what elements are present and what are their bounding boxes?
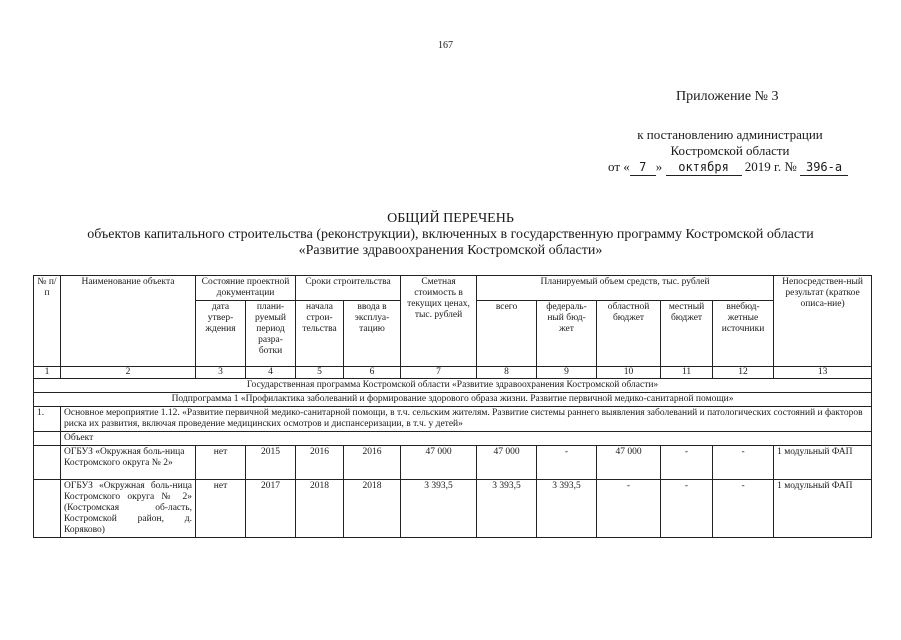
funds-federal: 3 393,5 — [537, 480, 597, 538]
header-docs-date: дата утвер-ждения — [196, 301, 246, 367]
activity-number: 1. — [34, 407, 61, 432]
header-result: Непосредствен-ный результат (краткое описа-ние) — [774, 276, 872, 367]
decree-date-prefix: от « — [608, 159, 630, 174]
col-number: 13 — [774, 367, 872, 379]
object-label: Объект — [61, 432, 872, 446]
header-row-1 — [34, 276, 872, 301]
funds-extra: - — [713, 446, 774, 480]
funds-extra: - — [713, 480, 774, 538]
col-number: 4 — [246, 367, 296, 379]
header-terms-commission: ввода в эксплуа-тацию — [344, 301, 401, 367]
build-commission: 2018 — [344, 480, 401, 538]
col-number: 6 — [344, 367, 401, 379]
docs-date: нет — [196, 446, 246, 480]
subprogram-title: Подпрограмма 1 «Профилактика заболеваний и формирование здорового образа жизни. Развитие первичной медико-санитарной помощи» — [34, 393, 872, 407]
header-funds-local: местный бюджет — [661, 301, 713, 367]
decree-day: 7 — [630, 159, 656, 176]
funds-local: - — [661, 446, 713, 480]
empty-cell — [34, 480, 61, 538]
decree-line-2: Костромской области — [670, 143, 790, 158]
header-funds: Планируемый объем средств, тыс. рублей — [477, 276, 774, 301]
header-cost: Сметная стоимость в текущих ценах, тыс. рублей — [401, 276, 477, 367]
estimated-cost: 3 393,5 — [401, 480, 477, 538]
header-num: № п/п — [34, 276, 61, 367]
empty-cell — [34, 432, 61, 446]
col-number: 10 — [597, 367, 661, 379]
col-number: 8 — [477, 367, 537, 379]
header-funds-total: всего — [477, 301, 537, 367]
object-name: ОГБУЗ «Окружная боль-ница Костромского округа № 2» — [61, 446, 196, 480]
object-name: ОГБУЗ «Окружная боль-ница Костромского округа № 2» (Костромская об-ласть, Костромской район, д. Коряково) — [61, 480, 196, 538]
program-title: Государственная программа Костромской области «Развитие здравоохранения Костромской области» — [34, 379, 872, 393]
activity-row — [34, 407, 872, 432]
estimated-cost: 47 000 — [401, 446, 477, 480]
docs-plan: 2017 — [246, 480, 296, 538]
title-line-1: ОБЩИЙ ПЕРЕЧЕНЬ — [387, 211, 514, 226]
decree-number: 396-а — [800, 159, 848, 176]
subprogram-row — [34, 393, 872, 407]
header-terms: Сроки строительства — [296, 276, 401, 301]
column-numbers-row — [34, 367, 872, 379]
decree-month: октября — [666, 159, 742, 176]
build-commission: 2016 — [344, 446, 401, 480]
header-docs-state: Состояние проектной документации — [196, 276, 296, 301]
table-row — [34, 446, 872, 480]
result: 1 модульный ФАП — [774, 480, 872, 538]
funds-total: 47 000 — [477, 446, 537, 480]
funds-total: 3 393,5 — [477, 480, 537, 538]
result: 1 модульный ФАП — [774, 446, 872, 480]
object-label-row — [34, 432, 872, 446]
page-number: 167 — [438, 40, 453, 51]
header-funds-federal: федераль-ный бюд-жет — [537, 301, 597, 367]
col-number: 12 — [713, 367, 774, 379]
funds-regional: - — [597, 480, 661, 538]
decree-reference — [600, 127, 860, 176]
document-title — [0, 211, 901, 259]
funds-federal: - — [537, 446, 597, 480]
header-terms-start: начала строи-тельства — [296, 301, 344, 367]
header-funds-extra: внебюд-жетные источники — [713, 301, 774, 367]
title-line-2: объектов капитального строительства (реконструкции), включенных в государственную программу Костромской области — [87, 227, 814, 242]
header-docs-plan: плани-руемый период разра-ботки — [246, 301, 296, 367]
decree-year: 2019 г. № — [744, 159, 797, 174]
empty-cell — [34, 446, 61, 480]
build-start: 2016 — [296, 446, 344, 480]
funds-regional: 47 000 — [597, 446, 661, 480]
header-funds-regional: областной бюджет — [597, 301, 661, 367]
title-line-3: «Развитие здравоохранения Костромской области» — [298, 243, 603, 258]
decree-line-1: к постановлению администрации — [637, 127, 823, 142]
col-number: 5 — [296, 367, 344, 379]
appendix-label: Приложение № 3 — [676, 89, 779, 104]
table-row — [34, 480, 872, 538]
build-start: 2018 — [296, 480, 344, 538]
col-number: 9 — [537, 367, 597, 379]
docs-date: нет — [196, 480, 246, 538]
col-number: 1 — [34, 367, 61, 379]
decree-date-line — [600, 159, 860, 176]
program-row — [34, 379, 872, 393]
activity-title: Основное мероприятие 1.12. «Развитие первичной медико-санитарной помощи, в т.ч. сельским жителям. Развитие системы раннего выявления заболеваний и патологических состояний и факторов риска их развития, включая проведение медицинских осмотров и диспансеризации, в т.ч. у детей» — [61, 407, 872, 432]
col-number: 2 — [61, 367, 196, 379]
header-name: Наименование объекта — [61, 276, 196, 367]
objects-table — [33, 275, 872, 538]
col-number: 3 — [196, 367, 246, 379]
docs-plan: 2015 — [246, 446, 296, 480]
decree-date-mid: » — [655, 159, 663, 174]
col-number: 11 — [661, 367, 713, 379]
funds-local: - — [661, 480, 713, 538]
col-number: 7 — [401, 367, 477, 379]
